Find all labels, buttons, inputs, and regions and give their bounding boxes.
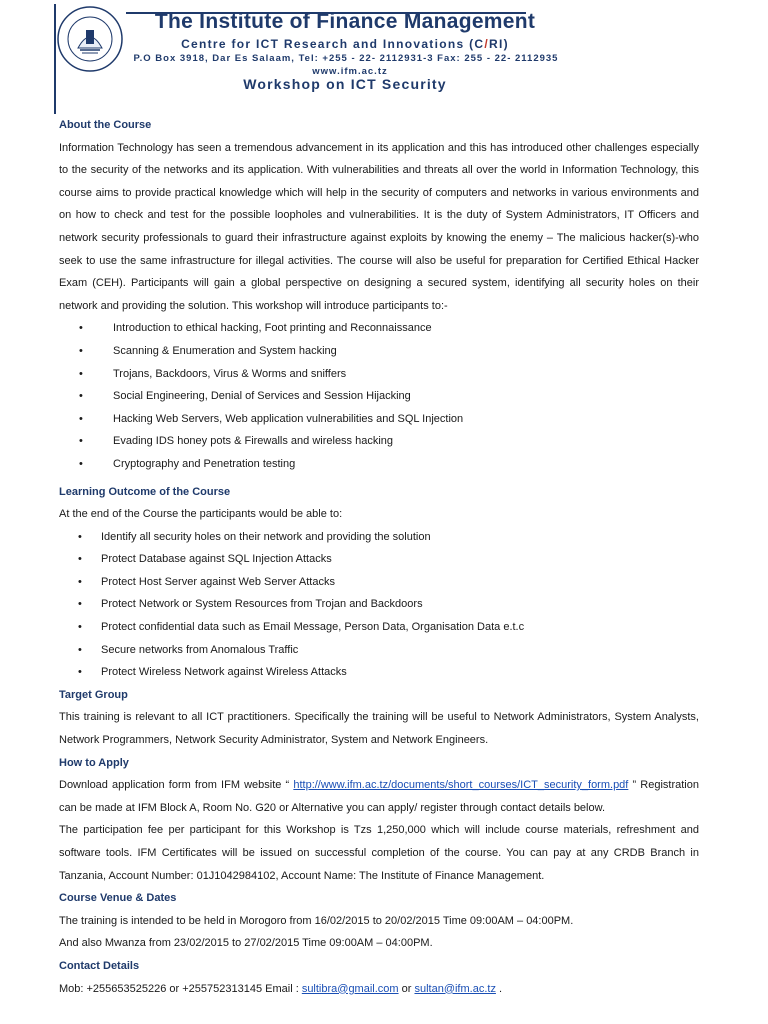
outcome-heading: Learning Outcome of the Course [59, 485, 231, 498]
application-form-link[interactable]: http://www.ifm.ac.tz/documents/short_courses/ICT_security_form.pdf [293, 779, 629, 792]
list-item: • Scanning & Enumeration and System hacking [79, 344, 337, 357]
target-heading: Target Group [59, 688, 128, 701]
institute-title: The Institute of Finance Management [154, 10, 536, 33]
list-item: • Trojans, Backdoors, Virus & Worms and sniffers [79, 367, 347, 380]
list-item: • Cryptography and Penetration testing [79, 457, 296, 470]
about-heading: About the Course [59, 119, 152, 131]
list-item: • Protect Host Server against Web Server Attacks [78, 575, 335, 588]
list-item: • Identify all security holes on their network and providing the solution [78, 530, 431, 543]
workshop-title: Workshop on ICT Security [243, 76, 447, 92]
list-item: • Evading IDS honey pots & Firewalls and wireless hacking [79, 435, 394, 448]
document-body [59, 114, 699, 1000]
list-item: • Protect Database against SQL Injection Attacks [78, 553, 332, 566]
list-item: • Protect Wireless Network against Wireless Attacks [78, 666, 347, 679]
letterhead [0, 0, 768, 116]
apply-text: Download application form from IFM website “ http://www.ifm.ac.tz/documents/short_courses/ICT_security_form.pdf ” Registration can be made at IFM Block A, Room No. G20 or Alternative you can apply/ register through contact details below. [59, 779, 699, 814]
list-item: • Protect confidential data such as Email Message, Person Data, Organisation Data e.t.c [78, 621, 525, 634]
outcome-intro: At the end of the Course the participants would be able to: [59, 508, 343, 521]
email-link-primary[interactable]: sultibra@gmail.com [301, 982, 399, 995]
contact-heading: Contact Details [59, 959, 140, 972]
list-item: • Secure networks from Anomalous Traffic [78, 643, 299, 656]
centre-name: Centre for ICT Research and Innovations (C/RI) [181, 37, 509, 51]
website-address: www.ifm.ac.tz [312, 66, 388, 77]
contact-line: Mob: +255653525226 or +255752313145 Email : sultibra@gmail.com or sultan@ifm.ac.tz . [59, 982, 503, 995]
list-item: • Social Engineering, Denial of Services and Session Hijacking [79, 390, 411, 403]
list-item: • Hacking Web Servers, Web application vulnerabilities and SQL Injection [79, 412, 464, 425]
venue-heading: Course Venue & Dates [59, 892, 177, 905]
ifm-logo-icon [56, 4, 124, 74]
topics-list [59, 317, 699, 475]
outcome-list [59, 526, 699, 684]
apply-heading: How to Apply [59, 756, 129, 769]
fee-text: The participation fee per participant for this Workshop is Tzs 1,250,000 which will include course materials, refreshment and software tools. IFM Certificates will be issued on successful completion of the course. You can pay at any CRDB Branch in Tanzania, Account Number: 01J1042984102, Account Name: The Institute of Finance Management. [59, 824, 699, 882]
venue-mwanza: And also Mwanza from 23/02/2015 to 27/02/2015 Time 09:00AM – 04:00PM. [59, 937, 433, 950]
target-text: This training is relevant to all ICT practitioners. Specifically the training will be useful to Network Administrators, System Analysts, Network Programmers, Network Security Administrator, System and Network Engineers. [59, 711, 699, 747]
email-link-secondary[interactable]: sultan@ifm.ac.tz [414, 982, 496, 995]
about-paragraph: Information Technology has seen a tremendous advancement in its application and this has introduced other challenges especially to the security of the networks and its application. With vulnerabilities and threats all over the world in Information Technology, this course aims to provide practical knowledge which will help in the security of computers and networks in various environments and on how to check and test for the possible loopholes and vulnerabilities. It is the duty of System Administrators, IT Officers and network security professionals to guard their infrastructure against exploits by knowing the enemy – The malicious hacker(s)-who seek to use the same infrastructure for illegal activities. The course will also be useful for preparation for Certified Ethical Hacker Exam (CEH). Participants will gain a global perspective on designing a secured system, identifying all security holes on their network and providing the solution. This workshop will introduce participants to:- [59, 141, 699, 312]
venue-morogoro: The training is intended to be held in Morogoro from 16/02/2015 to 20/02/2015 Time 09:00AM – 04:00PM. [59, 914, 574, 927]
list-item: • Introduction to ethical hacking, Foot printing and Reconnaissance [79, 322, 432, 335]
list-item: • Protect Network or System Resources from Trojan and Backdoors [78, 598, 423, 611]
header-vertical-rule [54, 4, 56, 114]
postal-address: P.O Box 3918, Dar Es Salaam, Tel: +255 - 22- 2112931-3 Fax: 255 - 22- 2112935 [133, 53, 559, 64]
